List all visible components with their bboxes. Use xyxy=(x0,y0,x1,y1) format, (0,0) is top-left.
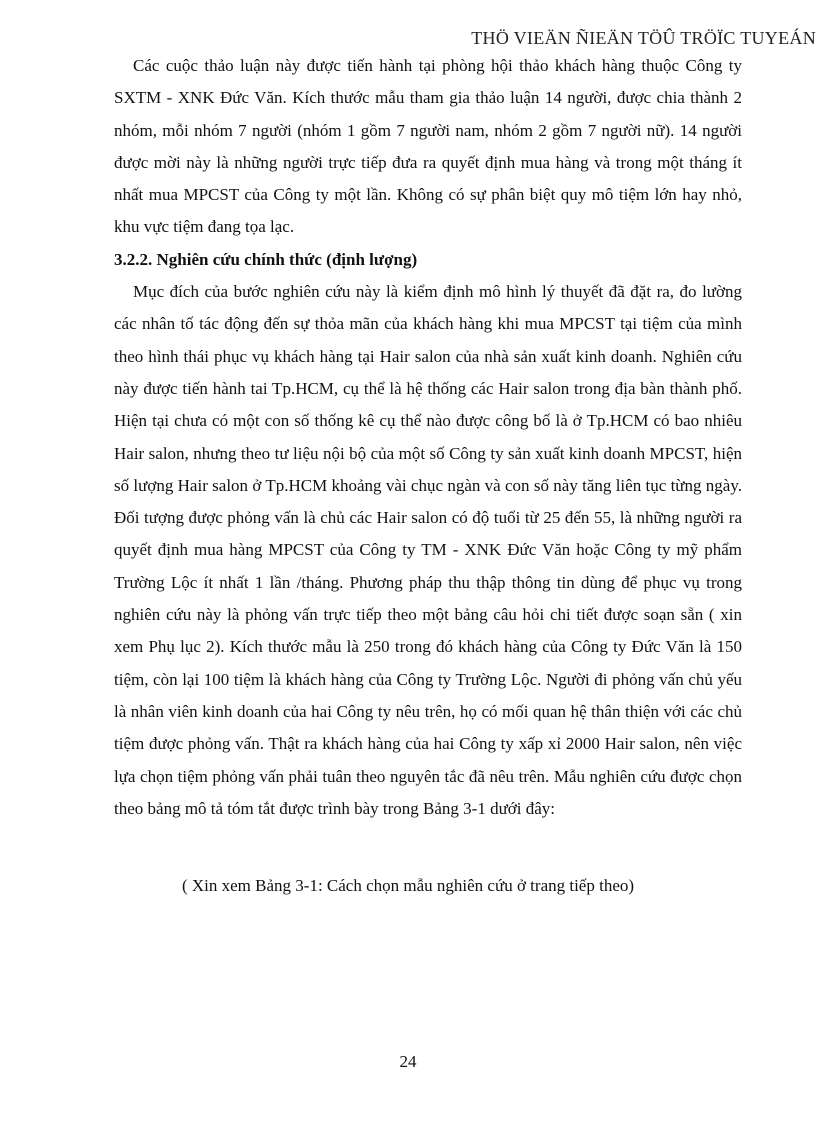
section-heading: 3.2.2. Nghiên cứu chính thức (định lượng) xyxy=(114,249,418,269)
document-body xyxy=(114,50,742,825)
table-reference-note: ( Xin xem Bảng 3-1: Cách chọn mẫu nghiên cứu ở trang tiếp theo) xyxy=(181,876,635,895)
paragraph-quantitative-research: Mục đích của bước nghiên cứu này là kiểm định mô hình lý thuyết đã đặt ra, đo lường các nhân tố tác động đến sự thỏa mãn của khách hàng khi mua MPCST tại tiệm của mình theo hình thái phục vụ khách hàng tại Hair salon của nhà sản xuất kinh doanh. Nghiên cứu này được tiến hành tai Tp.HCM, cụ thể là hệ thống các Hair salon trong địa bàn thành phố. Hiện tại chưa có một con số thống kê cụ thể nào được công bố là ở Tp.HCM có bao nhiêu Hair salon, nhưng theo tư liệu nội bộ của một số Công ty sản xuất kinh doanh MPCST, hiện số lượng Hair salon ở Tp.HCM khoảng vài chục ngàn và con số này tăng liên tục từng ngày. Đối tượng được phỏng vấn là chủ các Hair salon có độ tuổi từ 25 đến 55, là những người ra quyết định mua hàng MPCST của Công ty TM - XNK Đức Văn hoặc Công ty mỹ phẩm Trường Lộc ít nhất 1 lần /tháng. Phương pháp thu thập thông tin dùng để phục vụ trong nghiên cứu này là phỏng vấn trực tiếp theo một bảng câu hỏi chi tiết được soạn sẵn ( xin xem Phụ lục 2). Kích thước mẫu là 250 trong đó khách hàng của Công ty Đức Văn là 150 tiệm, còn lại 100 tiệm là khách hàng của Công ty Trường Lộc. Người đi phỏng vấn chủ yếu là nhân viên kinh doanh của hai Công ty nêu trên, họ có mối quan hệ thân thiện với các chủ tiệm được phỏng vấn. Thật ra khách hàng của hai Công ty xấp xỉ 2000 Hair salon, nên việc lựa chọn tiệm phỏng vấn phải tuân theo nguyên tắc đã nêu trên. Mẫu nghiên cứu được chọn theo bảng mô tả tóm tắt được trình bày trong Bảng 3-1 dưới đây: xyxy=(114,282,742,818)
page-number: 24 xyxy=(399,1052,417,1071)
paragraph-discussion: Các cuộc thảo luận này được tiến hành tại phòng hội thảo khách hàng thuộc Công ty SXTM - XNK Đức Văn. Kích thước mẫu tham gia thảo luận 14 người, được chia thành 2 nhóm, mỗi nhóm 7 người (nhóm 1 gồm 7 người nam, nhóm 2 gồm 7 người nữ). 14 người được mời này là những người trực tiếp đưa ra quyết định mua hàng và trong một tháng ít nhất mua MPCST của Công ty một lần. Không có sự phân biệt quy mô tiệm lớn hay nhỏ, khu vực tiệm đang tọa lạc. xyxy=(114,56,742,237)
page-header: THÖ VIEÄN ÑIEÄN TÖÛ TRÖÏC TUYEÁN xyxy=(471,28,816,48)
